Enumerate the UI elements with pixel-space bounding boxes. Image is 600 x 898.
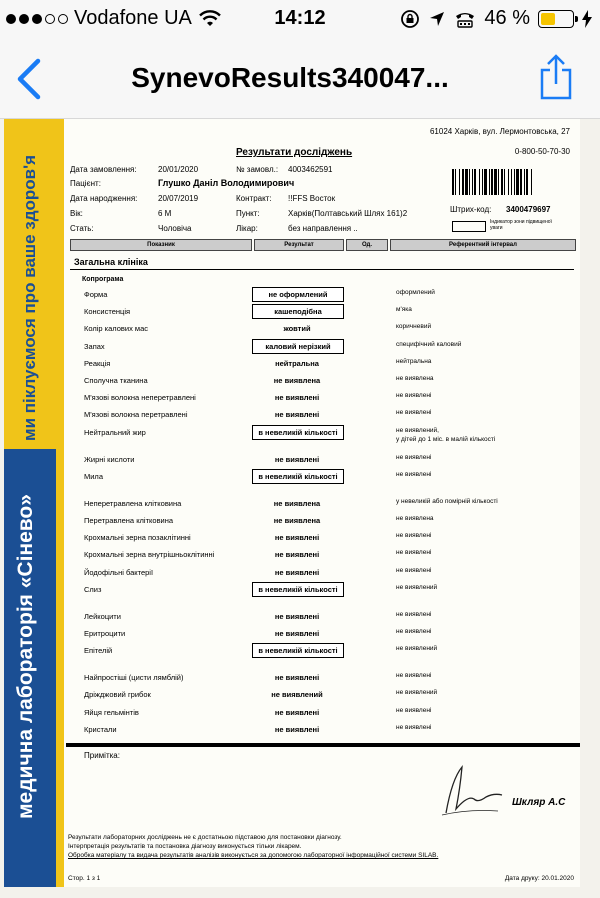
row-result: нейтральна <box>275 358 319 368</box>
barcode-bar <box>462 169 464 195</box>
barcode-image <box>452 169 564 195</box>
row-reference: не виявлені <box>396 549 432 557</box>
barcode-bar <box>511 169 512 195</box>
table-row <box>66 547 580 563</box>
document-viewer[interactable] <box>0 119 600 898</box>
barcode-bar <box>455 169 456 195</box>
row-name: М'язові волокна перетравлені <box>84 410 188 420</box>
lab-address: 61024 Харків, вул. Лермонтовська, 27 <box>429 127 570 136</box>
brand-slogan: ми піклуємося про ваше здоров'я <box>20 154 39 441</box>
table-row <box>66 452 580 468</box>
brand-stripe <box>56 119 64 887</box>
point-label: Пункт: <box>236 209 260 218</box>
row-result: кашеподібна <box>252 304 344 319</box>
table-row <box>66 304 580 320</box>
battery-icon <box>538 10 574 28</box>
table-row <box>66 609 580 625</box>
table-row <box>66 390 580 406</box>
row-result: в невеликій кількості <box>252 425 344 440</box>
table-row <box>66 722 580 738</box>
row-name: Слиз <box>84 584 102 594</box>
table-row <box>66 670 580 686</box>
row-name: Кристали <box>84 724 117 734</box>
row-reference: не виявлені <box>396 470 432 478</box>
brand-lab-name: медична лабораторія «Сінево» <box>14 494 37 819</box>
report-title: Результати досліджень <box>236 147 353 158</box>
table-row <box>66 626 580 642</box>
row-result: не виявлені <box>274 629 320 638</box>
row-result: не оформлений <box>252 287 344 302</box>
row-result: жовтий <box>283 324 311 334</box>
row-reference: оформлений <box>396 289 435 296</box>
row-name: Нейтральний жир <box>84 427 146 437</box>
row-reference: специфічний каловий <box>396 340 462 348</box>
table-row <box>66 496 580 512</box>
row-reference: не виявлені <box>396 723 432 731</box>
row-reference: не виявлені <box>396 610 432 618</box>
row-name: Дріжджовий грибок <box>84 690 151 700</box>
table-row <box>66 687 580 703</box>
sex-label: Стать: <box>70 224 94 233</box>
report-content <box>66 119 580 887</box>
order-no-label: № замовл.: <box>236 165 279 174</box>
back-button[interactable] <box>14 58 44 100</box>
status-bar <box>0 0 600 40</box>
barcode-bar <box>482 169 483 195</box>
row-result: не виявлені <box>274 393 320 403</box>
location-icon <box>428 10 446 28</box>
barcode-bar <box>498 169 499 195</box>
row-reference: м'яка <box>396 306 412 314</box>
row-result: не виявлена <box>273 376 321 385</box>
barcode-bar <box>465 169 468 195</box>
barcode-bar <box>514 169 515 195</box>
doctor-label: Лікар: <box>236 224 258 233</box>
barcode-value: 3400479697 <box>506 205 551 214</box>
age-label: Вік: <box>70 209 83 218</box>
table-row <box>66 287 580 303</box>
row-result: не виявлені <box>274 707 320 717</box>
section-title: Загальна клініка <box>74 257 148 267</box>
battery-level <box>541 13 555 25</box>
barcode-bar <box>520 169 522 195</box>
share-button[interactable] <box>538 54 574 100</box>
row-name: М'язові волокна неперетравлені <box>84 393 196 403</box>
row-result: каловий нерізкий <box>252 339 344 354</box>
barcode-bar <box>484 169 487 195</box>
clock: 14:12 <box>274 7 326 29</box>
order-no: 4003462591 <box>288 165 333 174</box>
row-name: Крохмальні зерна внутрішньоклітинні <box>84 550 215 560</box>
table-row <box>66 407 580 423</box>
lab-phone: 0-800-50-70-30 <box>514 147 570 156</box>
row-reference: не виявлені <box>396 706 432 714</box>
report-footer <box>68 833 438 860</box>
table-row <box>66 321 580 337</box>
row-name: Йодофільні бактерії <box>84 567 154 577</box>
column-header-reference: Референтний інтервал <box>390 239 576 251</box>
row-result: не виявлений <box>271 690 323 700</box>
table-end-rule <box>66 743 580 747</box>
row-result: не виявлені <box>274 533 320 543</box>
row-result: не виявлена <box>273 516 321 525</box>
row-name: Найпростіші (цисти лямблій) <box>84 673 184 683</box>
row-name: Консистенція <box>84 307 131 317</box>
row-reference: нейтральна <box>396 357 432 365</box>
row-name: Реакція <box>84 358 111 368</box>
table-row <box>66 356 580 372</box>
row-result: в невеликій кількості <box>252 469 344 484</box>
barcode-bar <box>459 169 460 195</box>
contract-label: Контракт: <box>236 194 272 203</box>
row-name: Крохмальні зерна позаклітинні <box>84 533 191 543</box>
barcode-bar <box>504 169 505 195</box>
signature-scribble <box>438 759 508 819</box>
barcode-bar <box>516 169 519 195</box>
section-divider <box>70 269 574 270</box>
row-reference: не виявлений <box>396 583 438 591</box>
barcode-bar <box>469 169 470 195</box>
row-reference: не виявлені <box>396 392 432 400</box>
row-reference: коричневий <box>396 323 432 331</box>
row-reference: не виявлені <box>396 672 432 680</box>
barcode-label: Штрих-код: <box>450 205 492 214</box>
report-page <box>4 119 580 887</box>
row-reference: не виявлений, у дітей до 1 міс. в малій кількості <box>396 426 496 443</box>
table-row <box>66 373 580 389</box>
row-result: не виявлені <box>274 673 320 683</box>
row-reference: не виявлені <box>396 532 432 540</box>
row-result: не виявлені <box>274 724 320 734</box>
row-result: не виявлені <box>274 567 320 577</box>
row-name: Мила <box>84 471 103 481</box>
row-result: не виявлені <box>274 410 320 420</box>
page-number: Стор. 1 з 1 <box>68 875 101 882</box>
battery-percent: 46 % <box>484 7 530 29</box>
tty-icon <box>454 10 476 28</box>
birth-date: 20/07/2019 <box>158 194 199 203</box>
note-label: Примітка: <box>84 751 120 760</box>
row-name: Жирні кислоти <box>84 454 135 464</box>
row-reference: не виявлена <box>396 515 434 522</box>
row-name: Перетравлена клітковина <box>84 516 174 525</box>
row-name: Неперетравлена клітковина <box>84 498 182 508</box>
signature-name: Шкляр А.С <box>512 797 566 808</box>
row-name: Колір калових мас <box>84 324 149 334</box>
row-result: не виявлені <box>274 550 320 560</box>
column-header-result: Результат <box>254 239 344 251</box>
row-result: не виявлена <box>273 498 321 508</box>
column-header-unit: Од. <box>346 239 388 251</box>
row-result: не виявлені <box>274 611 320 621</box>
barcode-bar <box>491 169 493 195</box>
print-date: Дата друку: 20.01.2020 <box>504 875 574 882</box>
barcode-bar <box>524 169 525 195</box>
barcode-bar <box>508 169 509 195</box>
footer-line: Обробка матеріалу та видача результатів аналізів виконується за допомогою лабораторної інформаційної системи SILAB. <box>68 852 439 859</box>
status-icons <box>400 7 592 30</box>
row-name: Яйця гельмінтів <box>84 707 139 717</box>
table-row <box>66 705 580 721</box>
patient-name: Глушко Даніл Володимирович <box>158 178 295 188</box>
row-name: Форма <box>84 290 108 299</box>
table-row <box>66 565 580 581</box>
birth-label: Дата народження: <box>70 194 138 203</box>
row-name: Епітелій <box>84 646 113 656</box>
sex: Чоловіча <box>158 224 192 233</box>
barcode-bar <box>526 169 528 195</box>
barcode-bar <box>501 169 503 195</box>
barcode-bar <box>494 169 497 195</box>
table-row <box>66 582 580 598</box>
row-name: Сполучна тканина <box>84 376 148 385</box>
footer-line: Результати лабораторних досліджень не є достатньою підставою для постановки діагнозу. <box>68 834 342 841</box>
age: 6 М <box>158 209 172 218</box>
row-reference: не виявлені <box>396 453 432 461</box>
row-name: Запах <box>84 341 105 351</box>
charging-icon <box>582 10 592 28</box>
doctor: без направлення .. <box>288 224 358 233</box>
table-row <box>66 469 580 485</box>
row-reference: не виявлена <box>396 375 434 382</box>
rotation-lock-icon <box>400 9 420 29</box>
column-header-name: Показник <box>70 239 252 251</box>
row-reference: не виявлений <box>396 645 438 653</box>
attention-indicator-box <box>452 221 486 232</box>
row-reference: не виявлені <box>396 628 432 635</box>
row-reference: не виявлені <box>396 409 432 417</box>
carrier-name: Vodafone UA <box>74 7 192 29</box>
order-date-label: Дата замовлення: <box>70 165 137 174</box>
barcode-bar <box>452 169 454 195</box>
barcode-bar <box>531 169 532 195</box>
table-row <box>66 425 580 441</box>
barcode-bar <box>489 169 490 195</box>
row-result: в невеликій кількості <box>252 582 344 597</box>
barcode-bar <box>479 169 480 195</box>
table-row <box>66 513 580 529</box>
row-result: в невеликій кількості <box>252 643 344 658</box>
barcode-bar <box>472 169 473 195</box>
signature-block <box>438 759 578 827</box>
table-row <box>66 530 580 546</box>
contract: !!FFS Восток <box>288 194 336 203</box>
row-name: Лейкоцити <box>84 611 121 621</box>
nav-title: SynevoResults340047... <box>131 62 449 93</box>
order-date: 20/01/2020 <box>158 165 199 174</box>
table-row <box>66 339 580 355</box>
row-name: Еритроцити <box>84 629 126 638</box>
row-reference: не виявлені <box>396 566 432 574</box>
barcode-bar <box>474 169 476 195</box>
footer-line: Інтерпретація результатів та постановка діагнозу виконується тільки лікарем. <box>68 843 302 850</box>
row-reference: у невеликій або помірній кількості <box>396 497 498 505</box>
table-row <box>66 643 580 659</box>
row-result: не виявлені <box>274 454 320 464</box>
point: Харків(Полтавський Шлях 161)2 <box>288 209 408 218</box>
row-reference: не виявлений <box>396 689 438 697</box>
attention-indicator-text: Індикатор зони підвищеної уваги <box>490 219 552 231</box>
navigation-bar <box>0 40 600 119</box>
subsection-title: Копрограма <box>82 276 124 283</box>
patient-label: Пацієнт: <box>70 179 101 188</box>
